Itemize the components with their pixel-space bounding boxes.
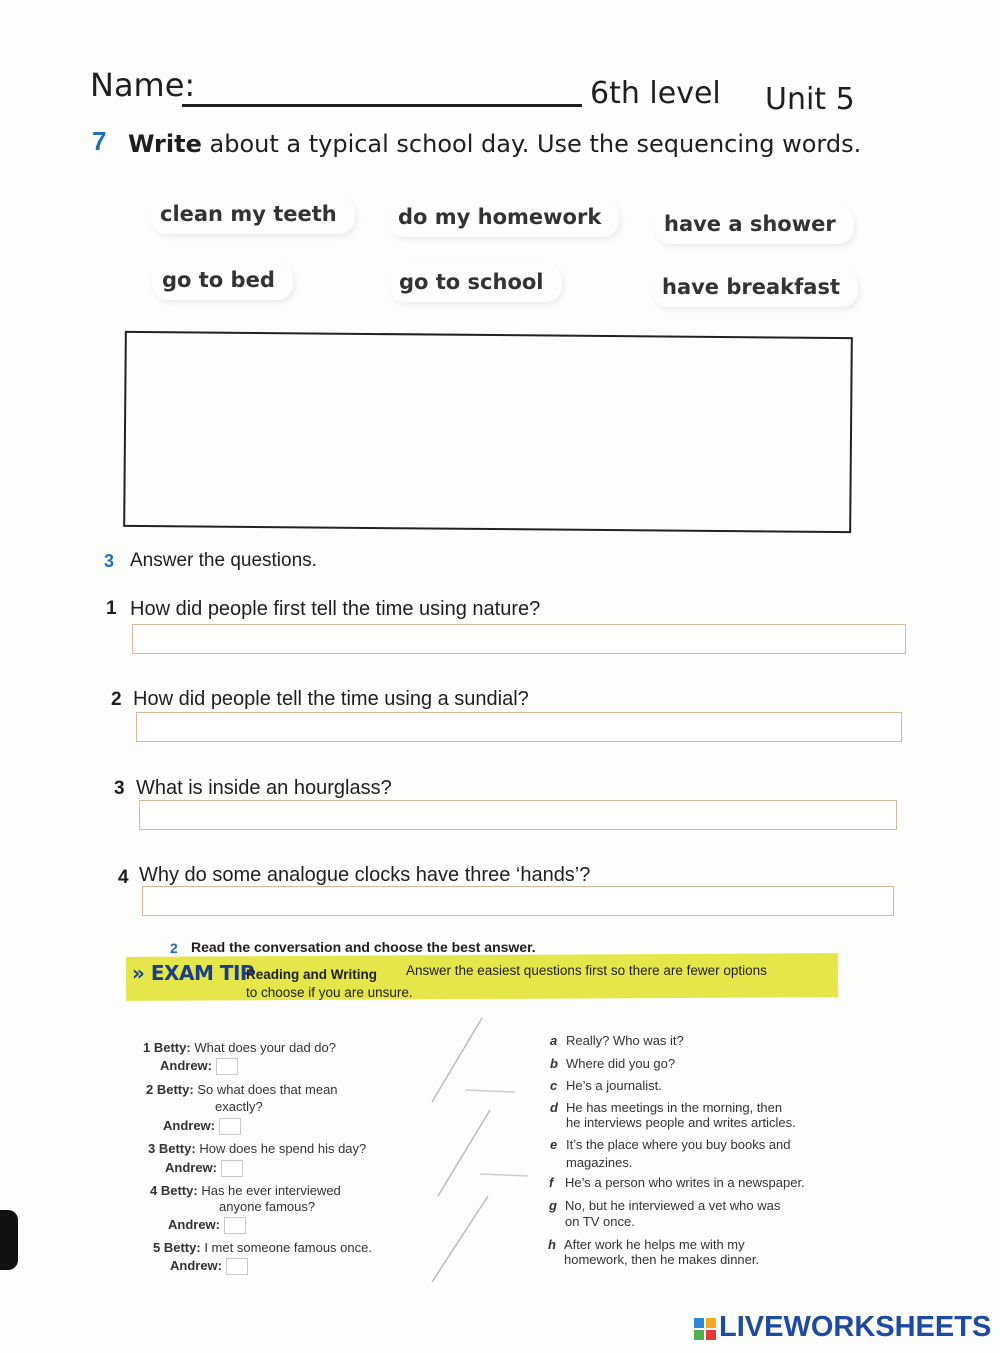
task7-bold-word: Write: [128, 130, 202, 158]
answer-field-1[interactable]: [132, 624, 906, 654]
decorative-lines: [420, 1010, 530, 1290]
exam-tip-text: Answer the easiest questions first so there are fewer options: [406, 963, 767, 978]
section3-number: 3: [104, 551, 115, 571]
andrew-answer: Andrew:: [160, 1058, 238, 1075]
scan-edge-shadow: [0, 1210, 18, 1270]
question-number: 2: [111, 689, 122, 710]
exam-tip-text: to choose if you are unsure.: [246, 985, 413, 1000]
conversation-line-cont: anyone famous?: [219, 1199, 316, 1214]
section2-number: 2: [170, 940, 178, 956]
exam-tip-label: » EXAM TIP: [132, 961, 255, 985]
conversation-line: 2 Betty: So what does that mean: [146, 1082, 338, 1097]
option-item: f He’s a person who writes in a newspaper.: [549, 1175, 805, 1190]
exam-tip-heading: Reading and Writing: [246, 967, 377, 982]
option-item-cont: he interviews people and writes articles.: [566, 1115, 796, 1130]
option-item-cont: on TV once.: [565, 1214, 635, 1229]
answer-field-3[interactable]: [139, 800, 897, 830]
option-item: c He’s a journalist.: [550, 1078, 662, 1093]
phrase-chip: have breakfast: [652, 269, 858, 307]
name-field-line[interactable]: [182, 104, 582, 107]
conversation-line: 1 Betty: What does your dad do?: [143, 1040, 336, 1055]
section3-title: Answer the questions.: [130, 550, 317, 571]
option-item-cont: homework, then he makes dinner.: [564, 1252, 760, 1267]
question-text: What is inside an hourglass?: [136, 777, 392, 799]
option-item: b Where did you go?: [550, 1056, 676, 1071]
conversation-line: 3 Betty: How does he spend his day?: [148, 1141, 367, 1156]
andrew-answer: Andrew:: [168, 1217, 246, 1234]
answer-box-1[interactable]: [216, 1058, 238, 1075]
task7-instruction: [128, 130, 861, 158]
option-item: h After work he helps me with my: [548, 1237, 745, 1252]
question-text: Why do some analogue clocks have three ‘hands’?: [139, 864, 591, 886]
liveworksheets-logo-icon: [694, 1318, 716, 1340]
phrase-chip: do my homework: [388, 199, 619, 237]
answer-box-4[interactable]: [224, 1217, 246, 1234]
question-number: 3: [114, 778, 125, 799]
conversation-line: 5 Betty: I met someone famous once.: [153, 1240, 372, 1255]
answer-box-5[interactable]: [226, 1258, 248, 1275]
conversation-line-cont: exactly?: [215, 1099, 263, 1114]
option-item: d He has meetings in the morning, then: [550, 1100, 783, 1115]
section2-title: Read the conversation and choose the best answer.: [191, 939, 536, 955]
phrase-chip: clean my teeth: [150, 196, 355, 234]
phrase-chip: go to school: [389, 264, 562, 302]
option-item: a Really? Who was it?: [550, 1033, 684, 1048]
andrew-answer: Andrew:: [170, 1258, 248, 1275]
answer-field-2[interactable]: [136, 712, 902, 742]
writing-area[interactable]: [123, 331, 853, 533]
option-item: g No, but he interviewed a vet who was: [549, 1198, 781, 1213]
phrase-chip: have a shower: [654, 206, 854, 244]
andrew-answer: Andrew:: [163, 1118, 241, 1135]
answer-field-4[interactable]: [142, 886, 894, 916]
phrase-chip: go to bed: [152, 262, 293, 300]
question-text: How did people tell the time using a sundial?: [133, 688, 529, 710]
name-label: Name:: [90, 66, 196, 104]
answer-box-3[interactable]: [221, 1160, 243, 1177]
question-text: How did people first tell the time using nature?: [130, 598, 541, 620]
liveworksheets-logo-text: LIVEWORKSHEETS: [719, 1311, 992, 1343]
task7-instruction-text: about a typical school day. Use the sequencing words.: [201, 130, 862, 158]
conversation-line: 4 Betty: Has he ever interviewed: [150, 1183, 341, 1198]
answer-box-2[interactable]: [219, 1118, 241, 1135]
option-item: e It’s the place where you buy books and: [550, 1137, 791, 1152]
level-label: 6th level: [590, 76, 721, 111]
question-number: 1: [106, 598, 117, 619]
andrew-answer: Andrew:: [165, 1160, 243, 1177]
option-item-cont: magazines.: [566, 1155, 633, 1170]
question-number: 4: [118, 867, 129, 888]
unit-label: Unit 5: [765, 82, 855, 117]
task7-number: 7: [92, 126, 107, 156]
